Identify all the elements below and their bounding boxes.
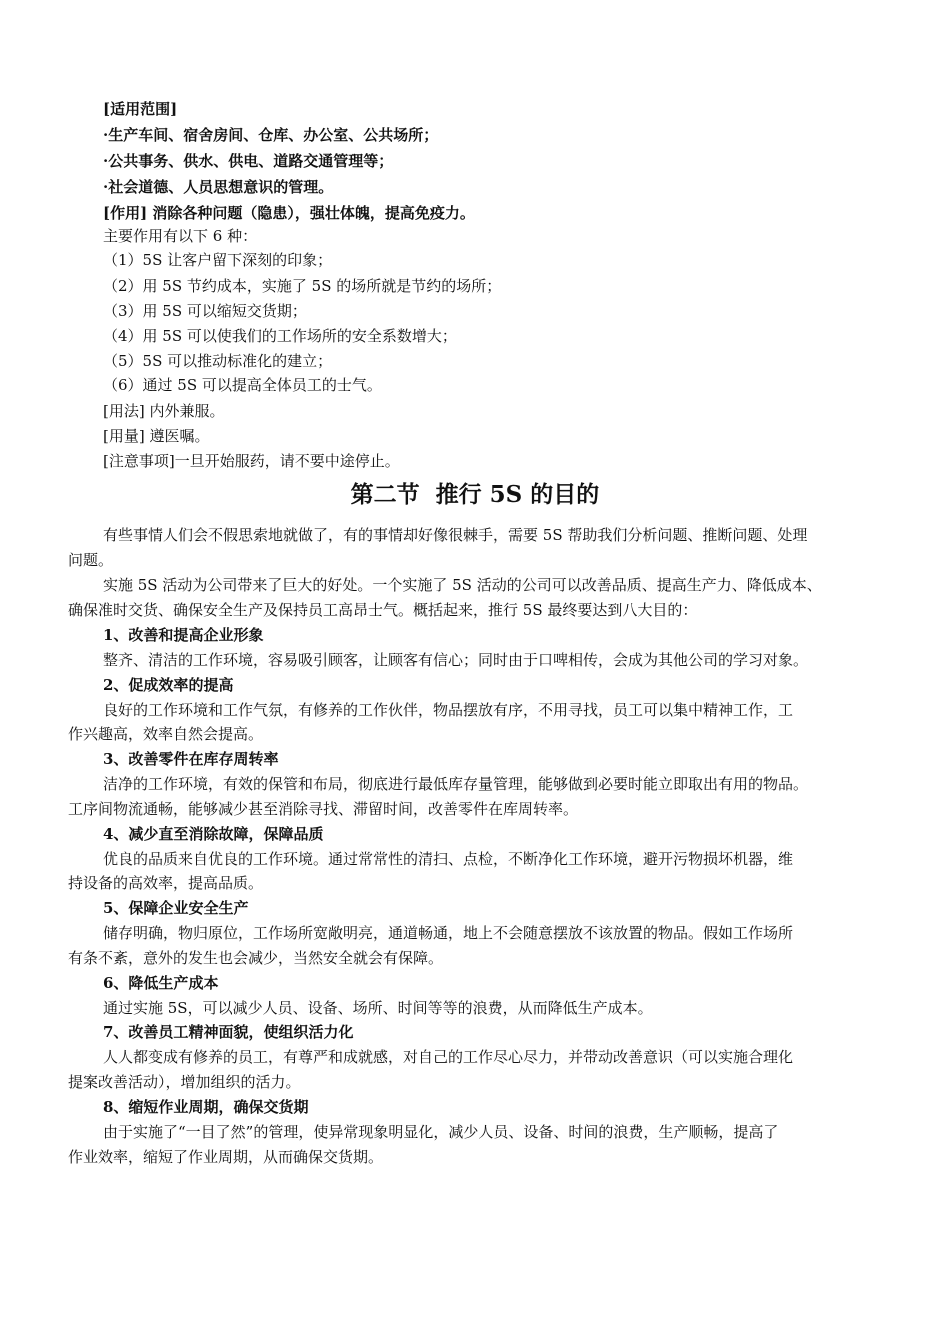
scope-item-3: ·社会道德、人员思想意识的管理。 (103, 178, 334, 196)
effect-line: [作用] 消除各种问题（隐患），强壮体魄，提高免疫力。 (103, 204, 475, 222)
effect-item-6: （6）通过 5S 可以提高全体员工的士气。 (103, 376, 382, 394)
goal-7-text-line-2: 提案改善活动），增加组织的活力。 (68, 1073, 301, 1091)
caution-line: [注意事项]一旦开始服药，请不要中途停止。 (103, 452, 400, 470)
effect-item-2: （2）用 5S 节约成本，实施了 5S 的场所就是节约的场所； (103, 277, 502, 295)
effect-item-4: （4）用 5S 可以使我们的工作场所的安全系数增大； (103, 327, 457, 345)
scope-item-1: ·生产车间、宿舍房间、仓库、办公室、公共场所； (103, 126, 439, 144)
effect-item-5: （5）5S 可以推动标准化的建立； (103, 352, 333, 370)
section-title-text: 推行 5S 的目的 (435, 481, 600, 508)
paragraph-2-line-1: 实施 5S 活动为公司带来了巨大的好处。一个实施了 5S 活动的公司可以改善品质、提高生产力、降低成本、 (103, 576, 822, 594)
goal-7-text-line-1: 人人都变成有修养的员工，有尊严和成就感，对自己的工作尽心尽力，并带动改善意识（可以实施合理化 (103, 1048, 794, 1066)
goal-2-text-line-2: 作兴趣高，效率自然会提高。 (68, 725, 264, 743)
scope-heading: [适用范围] (103, 100, 178, 118)
section-title (0, 480, 950, 510)
goal-3-heading: 3、改善零件在库存周转率 (103, 750, 279, 768)
goal-2-text-line-1: 良好的工作环境和工作气氛，有修养的工作伙伴，物品摆放有序，不用寻找，员工可以集中精神工作，工 (103, 701, 794, 719)
paragraph-1-line-1: 有些事情人们会不假思索地就做了，有的事情却好像很棘手，需要 5S 帮助我们分析问题、推断问题、处理 (103, 526, 808, 544)
goal-8-text-line-2: 作业效率，缩短了作业周期，从而确保交货期。 (68, 1148, 384, 1166)
goal-8-heading: 8、缩短作业周期，确保交货期 (103, 1098, 309, 1116)
effect-item-3: （3）用 5S 可以缩短交货期； (103, 302, 307, 320)
effects-intro: 主要作用有以下 6 种： (103, 227, 258, 245)
paragraph-2-line-2: 确保准时交货、确保安全生产及保持员工高昂士气。概括起来，推行 5S 最终要达到八大目的： (68, 601, 698, 619)
goal-8-text-line-1: 由于实施了“一目了然”的管理，使异常现象明显化，减少人员、设备、时间的浪费，生产顺畅，提高了 (103, 1123, 779, 1141)
goal-1-text-line-1: 整齐、清洁的工作环境，容易吸引顾客，让顾客有信心；同时由于口啤相传，会成为其他公司的学习对象。 (103, 651, 809, 669)
goal-5-heading: 5、保障企业安全生产 (103, 899, 249, 917)
usage-line: [用法] 内外兼服。 (103, 402, 225, 420)
goal-7-heading: 7、改善员工精神面貌，使组织活力化 (103, 1023, 354, 1041)
goal-3-text-line-2: 工序间物流通畅，能够减少甚至消除寻找、滞留时间，改善零件在库周转率。 (68, 800, 579, 818)
goal-2-heading: 2、促成效率的提高 (103, 676, 234, 694)
goal-4-text-line-1: 优良的品质来自优良的工作环境。通过常常性的清扫、点检，不断净化工作环境，避开污物损坏机器，维 (103, 850, 794, 868)
scope-item-2: ·公共事务、供水、供电、道路交通管理等； (103, 152, 394, 170)
section-title-number: 第二节 (350, 481, 420, 508)
goal-3-text-line-1: 洁净的工作环境，有效的保管和布局，彻底进行最低库存量管理，能够做到必要时能立即取出有用的物品。 (103, 775, 809, 793)
goal-6-heading: 6、降低生产成本 (103, 974, 219, 992)
goal-5-text-line-1: 储存明确，物归原位，工作场所宽敞明亮，通道畅通，地上不会随意摆放不该放置的物品。假如工作场所 (103, 924, 794, 942)
goal-1-heading: 1、改善和提高企业形象 (103, 626, 264, 644)
goal-5-text-line-2: 有条不紊，意外的发生也会减少，当然安全就会有保障。 (68, 949, 444, 967)
goal-4-text-line-2: 持设备的高效率，提高品质。 (68, 874, 264, 892)
goal-4-heading: 4、减少直至消除故障，保障品质 (103, 825, 324, 843)
goal-6-text-line-1: 通过实施 5S，可以减少人员、设备、场所、时间等等的浪费，从而降低生产成本。 (103, 999, 653, 1017)
dosage-line: [用量] 遵医嘱。 (103, 427, 210, 445)
effect-item-1: （1）5S 让客户留下深刻的印象； (103, 251, 333, 269)
paragraph-1-line-2: 问题。 (68, 551, 114, 569)
